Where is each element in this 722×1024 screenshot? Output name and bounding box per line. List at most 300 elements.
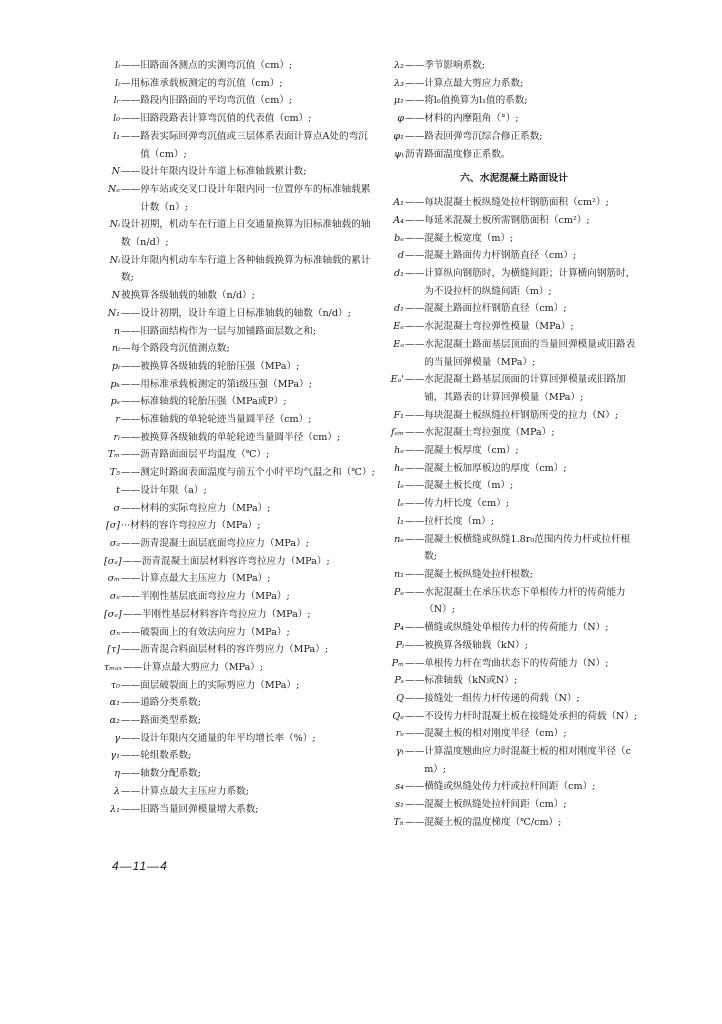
symbol-entry xyxy=(104,535,376,553)
symbol-entry xyxy=(104,163,376,181)
dash-separator: —— xyxy=(121,537,141,549)
symbol-description: 轮组数系数; xyxy=(140,750,192,762)
symbol: n xyxy=(113,325,120,337)
dash-separator: —— xyxy=(405,445,425,457)
symbol-entry xyxy=(104,747,376,765)
symbol-description: 横缝或纵缝处单根传力杆的传荷能力（N）; xyxy=(424,622,609,634)
dash-separator: —— xyxy=(121,113,141,125)
symbol-entry xyxy=(388,566,640,584)
symbol: s₁ xyxy=(395,799,404,811)
dash-separator: —— xyxy=(121,467,141,479)
symbol: σ xyxy=(113,502,120,514)
symbol-description: 设计年限（a）; xyxy=(140,484,207,496)
dash-separator: —— xyxy=(121,644,141,656)
dash-separator: —— xyxy=(405,675,425,687)
symbol-description: 被换算各级轴载的轮胎压强（MPa）; xyxy=(140,360,300,372)
symbol: Pₛ xyxy=(394,675,404,687)
dash-separator: —— xyxy=(405,728,425,740)
symbol-description: 沥青路面面层平均温度（℃）; xyxy=(140,449,270,461)
symbol: Nᵢ xyxy=(109,219,120,231)
symbol: Eₒ' xyxy=(390,374,404,386)
symbol: Nᵢ xyxy=(109,254,120,266)
symbol-description: 路表回弹弯沉综合修正系数; xyxy=(424,130,543,142)
symbol-entry xyxy=(104,429,376,447)
right-column-bottom xyxy=(388,194,640,831)
symbol: α₁ xyxy=(109,697,120,709)
symbol-description: 测定时路面表面温度与前五个小时平均气温之和（℃）; xyxy=(140,467,375,479)
symbol-description: 每延米混凝土板所需钢筋面积（cm²）; xyxy=(424,214,590,226)
dash-separator: —— xyxy=(121,166,141,178)
symbol-entry xyxy=(104,305,376,323)
symbol: Eₑ xyxy=(393,321,404,333)
symbol-entry xyxy=(388,230,640,248)
symbol-description: 标准轴载的轮胎压强（MPa或P）; xyxy=(140,396,287,408)
dash-separator: —— xyxy=(121,484,141,496)
dash-separator: —— xyxy=(405,568,425,580)
symbol-description: 设计年限内设计车道上标准轴载累计数; xyxy=(140,166,307,178)
symbol-description: 沥青路面温度修正系数。 xyxy=(405,148,511,160)
symbol-description: 混凝土板的温度梯度（℃/cm）; xyxy=(424,816,562,828)
symbol-entry xyxy=(104,92,376,110)
symbol-description: 材料的内摩阻角（°）; xyxy=(424,113,519,125)
symbol: λ₂ xyxy=(394,60,404,71)
dash-separator: —— xyxy=(121,60,141,71)
symbol-entry xyxy=(388,460,640,478)
symbol: T₅ xyxy=(109,467,120,479)
symbol: [τ] xyxy=(107,644,120,656)
symbol: [σₐ] xyxy=(104,555,122,567)
symbol-entry xyxy=(104,500,376,518)
symbol-description: 混凝土路面拉杆钢筋直径（cm）; xyxy=(424,303,567,315)
symbol-description: 混凝土路面传力杆钢筋直径（cm）; xyxy=(424,250,577,262)
dash-separator: —— xyxy=(405,746,425,758)
symbol-entry xyxy=(388,57,640,75)
symbol-description: 混凝土板加厚板边的厚度（cm）; xyxy=(424,462,567,474)
symbol-description: 混凝土板的相对刚度半径（cm）; xyxy=(424,728,567,740)
dash-separator: —— xyxy=(405,692,425,704)
dash-separator: —— xyxy=(405,197,425,209)
symbol: l₀ xyxy=(113,113,120,125)
symbol-description: 设计年限内机动车车行道上各种轴载换算为标准轴载的累计数; xyxy=(121,254,371,284)
symbol-description: 水泥混凝土在承压状态下单根传力杆的传荷能力（N）; xyxy=(424,586,626,616)
dash-separator: —— xyxy=(121,697,141,709)
dash-separator: —— xyxy=(123,661,143,673)
symbol-description: 道路分类系数; xyxy=(140,697,201,709)
symbol-entry xyxy=(388,725,640,743)
symbol-description: 接缝处一组传力杆传递的荷载（N）; xyxy=(424,692,580,704)
dash-separator: —— xyxy=(405,781,425,793)
symbol-entry xyxy=(388,194,640,212)
symbol: lₑ xyxy=(397,480,404,492)
symbol: σₑ xyxy=(109,591,120,603)
symbol: α₂ xyxy=(109,715,120,727)
dash-separator: —— xyxy=(405,321,425,333)
symbol: hₑ xyxy=(394,445,404,457)
symbol: n₁ xyxy=(393,568,404,580)
dash-separator: —— xyxy=(121,803,141,815)
symbol-description: 拉杆长度（m）; xyxy=(424,515,495,527)
symbol: λ₁ xyxy=(110,803,120,815)
symbol-description: 计算点最大剪应力系数; xyxy=(424,77,524,89)
dash-separator: —— xyxy=(405,498,425,510)
symbol-description: 不设传力杆时混凝土板在接缝处承担的荷载（N）; xyxy=(424,710,638,722)
symbol-description: 停车站或交叉口设计年限内同一位置停车的标准轴载累计数（n）; xyxy=(140,183,371,213)
symbol-description: 混凝土板宽度（m）; xyxy=(424,232,514,244)
symbol: F₁ xyxy=(393,409,404,421)
symbol: A₄ xyxy=(393,214,404,226)
symbol: bₑ xyxy=(394,232,404,244)
symbol-entry xyxy=(104,287,376,305)
symbol-entry xyxy=(388,110,640,128)
dash-separator: —— xyxy=(405,622,425,634)
symbol-entry xyxy=(104,57,376,75)
symbol-entry xyxy=(104,801,376,819)
symbol-entry xyxy=(104,358,376,376)
symbol-description: 季节影响系数; xyxy=(424,60,485,71)
symbol-entry xyxy=(104,376,376,394)
symbol-entry xyxy=(104,446,376,464)
dash-separator: —— xyxy=(405,130,425,142)
symbol-entry xyxy=(388,619,640,637)
symbol-description: 旧路面各测点的实测弯沉值（cm）; xyxy=(140,60,293,71)
dash-separator: —— xyxy=(405,232,425,244)
symbol: τₘₐₓ xyxy=(104,661,123,673)
symbol-entry xyxy=(104,588,376,606)
symbol: σₘ xyxy=(107,573,120,585)
symbol-entry xyxy=(104,517,376,535)
symbol-description: 面层破裂面上的实际剪应力（MPa）; xyxy=(140,679,300,691)
dash-separator: —— xyxy=(405,250,425,262)
symbol: nᵢ xyxy=(111,343,120,355)
dash-separator: —— xyxy=(121,449,141,461)
symbol-description: 计算点最大剪应力（MPa）; xyxy=(142,661,264,673)
symbol: t xyxy=(116,484,120,496)
symbol-entry xyxy=(388,513,640,531)
symbol: Nₑ xyxy=(107,183,120,195)
symbol: Pₘ xyxy=(391,657,404,669)
symbol: r xyxy=(115,414,120,426)
symbol-entry xyxy=(388,300,640,318)
dash-separator: —— xyxy=(405,409,425,421)
symbol-description: 水泥混凝土弯拉强度（MPa）; xyxy=(424,427,555,439)
symbol: Tₕ xyxy=(393,816,404,828)
symbol-description: 横缝或纵缝处传力杆或拉杆间距（cm）; xyxy=(424,781,596,793)
symbol: τ₀ xyxy=(110,679,120,691)
symbol-entry xyxy=(104,694,376,712)
symbol-entry xyxy=(104,393,376,411)
symbol-entry xyxy=(104,128,376,163)
symbol-description: 将l₀值换算为l₁值的系数; xyxy=(424,95,528,107)
dash-separator: —— xyxy=(121,768,141,780)
symbol-description: 材料的实际弯拉应力（MPa）; xyxy=(140,502,271,514)
dash-separator: —— xyxy=(405,639,425,651)
dash-separator: —— xyxy=(121,378,141,390)
symbol-description: 被换算各级轴载的单轮轮迹当量圆半径（cm）; xyxy=(140,431,341,443)
dash-separator: —— xyxy=(121,130,141,142)
dash-separator: —— xyxy=(405,462,425,474)
dash-separator: — xyxy=(121,343,131,355)
symbol-description: 计算温度翘曲应力时混凝土板的相对刚度半径（cm）; xyxy=(424,746,632,775)
symbol: Qₑ xyxy=(392,710,404,722)
symbol: λ₃ xyxy=(394,77,404,89)
dash-separator: —— xyxy=(121,715,141,727)
symbol-description: 混凝土板厚度（cm）; xyxy=(424,445,519,457)
dash-separator: —— xyxy=(405,816,425,828)
symbol: γ₁ xyxy=(110,750,120,762)
dash-separator: —— xyxy=(121,431,141,443)
dash-separator: —— xyxy=(121,307,141,319)
section-heading: 六、水泥混凝土路面设计 xyxy=(460,173,568,185)
symbol: pₛ xyxy=(110,396,120,408)
symbol-entry xyxy=(388,247,640,265)
symbol-entry xyxy=(104,340,376,358)
symbol-entry xyxy=(104,677,376,695)
symbol: rₑ xyxy=(395,728,404,740)
symbol-entry xyxy=(104,606,376,624)
symbol-entry xyxy=(388,336,640,371)
dash-separator: —— xyxy=(121,414,141,426)
symbol-description: 计算点最大主压应力（MPa）; xyxy=(140,573,271,585)
symbol-entry xyxy=(388,531,640,566)
symbol-description: 混凝土板纵缝处拉杆间距（cm）; xyxy=(424,799,567,811)
symbol-entry xyxy=(388,814,640,832)
symbol-entry xyxy=(104,730,376,748)
symbol-description: 半刚性基层底面弯拉应力（MPa）; xyxy=(140,591,290,603)
symbol: ψₜ xyxy=(394,148,404,160)
symbol: Tₘ xyxy=(107,449,120,461)
symbol-entry xyxy=(104,252,376,287)
dash-separator: —— xyxy=(405,95,425,107)
symbol-description: 每块混凝土板纵缝处拉杆钢筋面积（cm²）; xyxy=(424,197,609,209)
symbol-entry xyxy=(388,495,640,513)
dash-separator: —— xyxy=(121,626,141,638)
symbol: σₙ xyxy=(109,626,120,638)
symbol-entry xyxy=(388,672,640,690)
dash-separator: —— xyxy=(405,515,425,527)
dash-separator: —— xyxy=(405,60,425,71)
dash-separator: —— xyxy=(121,785,141,797)
symbol: λ xyxy=(113,785,120,797)
dash-separator: —— xyxy=(405,214,425,226)
symbol-entry xyxy=(388,75,640,93)
symbol-entry xyxy=(388,584,640,619)
dash-separator: —— xyxy=(405,710,425,722)
symbol-description: 材料的容许弯拉应力（MPa）; xyxy=(130,520,261,532)
dash-separator: —— xyxy=(405,338,425,350)
symbol-description: 设计年限内交通量的年平均增长率（%）; xyxy=(140,732,316,744)
dash-separator: —— xyxy=(121,360,141,372)
symbol-entry xyxy=(388,637,640,655)
symbol: hₑ xyxy=(394,462,404,474)
symbol: N xyxy=(111,166,120,178)
symbol: Q xyxy=(396,692,404,704)
symbol-description: 混凝土板长度（m）; xyxy=(424,480,514,492)
symbol-description: 被换算各级轴载的轴数（n/d）; xyxy=(121,290,255,302)
symbol: Eₒ xyxy=(393,338,404,350)
symbol-description: 路表实际回弹弯沉值或三层体系表面计算点A处的弯沉值（cm）; xyxy=(140,130,368,160)
dash-separator: —— xyxy=(405,113,425,125)
symbol-description: 水泥混凝土路基层顶面的计算回弹模量或旧路加铺，其路表的计算回弹模量（MPa）; xyxy=(424,374,626,403)
symbol-entry xyxy=(104,712,376,730)
symbol: η xyxy=(114,768,120,780)
dash-separator: —— xyxy=(405,480,425,492)
dash-separator: —— xyxy=(405,657,425,669)
symbol: γ xyxy=(114,732,120,744)
dash-separator: —— xyxy=(405,77,425,89)
symbol: μ₁ xyxy=(393,95,404,107)
symbol: d xyxy=(397,250,404,262)
symbol-entry xyxy=(388,796,640,814)
symbol: lᵣ xyxy=(113,95,120,107)
symbol: d₁ xyxy=(394,268,404,280)
symbol-entry xyxy=(104,765,376,783)
symbol-entry xyxy=(388,318,640,336)
symbol: N₁ xyxy=(107,307,120,319)
symbol-entry xyxy=(388,371,640,406)
symbol: pₖ xyxy=(110,378,120,390)
symbol-entry xyxy=(104,624,376,642)
symbol: Pₑ xyxy=(393,586,404,598)
left-column xyxy=(104,57,376,818)
symbol-entry xyxy=(388,407,640,425)
symbol-entry xyxy=(104,75,376,93)
symbol-description: 沥青混合料面层材料的容许剪应力（MPa）; xyxy=(140,644,329,656)
dash-separator: —— xyxy=(121,591,141,603)
symbol-description: 被换算各级轴载（kN）; xyxy=(424,639,528,651)
symbol-description: 路面类型系数; xyxy=(140,715,201,727)
symbol-entry xyxy=(104,110,376,128)
symbol-entry xyxy=(104,482,376,500)
dash-separator: —— xyxy=(121,502,141,514)
symbol-entry xyxy=(388,477,640,495)
symbol: fₑₘ xyxy=(390,427,404,439)
symbol-description: 半刚性基层材料容许弯拉应力（MPa）; xyxy=(141,608,311,620)
symbol-description: 沥青混凝土面层底面弯拉应力（MPa）; xyxy=(140,537,309,549)
symbol-entry xyxy=(388,708,640,726)
symbol-description: 用标准承载板测定的第i级压强（MPa）; xyxy=(140,378,312,390)
symbol-entry xyxy=(388,778,640,796)
symbol: l₁ xyxy=(113,130,120,142)
symbol-description: 每块混凝土板纵缝拉杆钢筋所受的拉力（N）; xyxy=(424,409,619,421)
dash-separator: — xyxy=(121,77,131,89)
symbol: lᵢ xyxy=(115,77,120,89)
symbol-description: 混凝土板纵缝处拉杆根数; xyxy=(424,568,533,580)
symbol-entry xyxy=(104,570,376,588)
symbol-entry xyxy=(388,146,640,164)
symbol-entry xyxy=(388,442,640,460)
symbol-entry xyxy=(104,464,376,482)
symbol: N xyxy=(111,290,120,302)
symbol-description: 标准轴载（kN或N）; xyxy=(424,675,518,687)
dash-separator: —— xyxy=(405,533,425,545)
symbol: [σₑ] xyxy=(104,608,122,620)
symbol: d₁ xyxy=(394,303,404,315)
symbol: φ xyxy=(397,113,404,125)
dash-separator: ··· xyxy=(121,520,131,532)
dash-separator: —— xyxy=(405,268,425,280)
right-column xyxy=(388,57,640,832)
symbol-description: 混凝土板横缝或纵缝1.8r₀范围内传力杆或拉杆根数; xyxy=(424,533,631,563)
symbol-description: 用标准承载板测定的弯沉值（cm）; xyxy=(130,77,283,89)
dash-separator: —— xyxy=(121,183,141,195)
symbol-entry xyxy=(104,216,376,251)
symbol: A₁ xyxy=(393,197,404,209)
dash-separator: —— xyxy=(121,679,141,691)
symbol-description: 计算纵向钢筋时，为横缝间距；计算横向钢筋时，为不设拉杆的纵缝间距（m）; xyxy=(424,268,636,297)
dash-separator: —— xyxy=(405,374,425,386)
dash-separator: —— xyxy=(405,586,425,598)
dash-separator: —— xyxy=(405,427,425,439)
dash-separator: —— xyxy=(121,750,141,762)
symbol-entry xyxy=(104,783,376,801)
symbol-description: 传力杆长度（cm）; xyxy=(424,498,510,510)
dash-separator: —— xyxy=(121,573,141,585)
symbol-entry xyxy=(104,181,376,216)
dash-separator: —— xyxy=(121,396,141,408)
dash-separator: —— xyxy=(121,325,141,337)
symbol-entry xyxy=(388,128,640,146)
symbol-description: 水泥混凝土弯拉弹性模量（MPa）; xyxy=(424,321,574,333)
symbol-entry xyxy=(388,424,640,442)
symbol-description: 水泥混凝土路面基层顶面的当量回弹模量或旧路表的当量回弹模量（MPa）; xyxy=(424,338,636,368)
symbol-entry xyxy=(388,265,640,300)
symbol-entry xyxy=(388,690,640,708)
dash-separator: —— xyxy=(121,95,141,107)
symbol-description: 每个路段弯沉值测点数; xyxy=(130,343,230,355)
page-number: 4—11—4 xyxy=(112,859,168,873)
symbol: Pᵢ xyxy=(395,639,404,651)
symbol-description: 标准轴载的单轮轮迹当量圆半径（cm）; xyxy=(140,414,312,426)
symbol: rᵢ xyxy=(113,431,120,443)
symbol-description: 旧路当量回弹模量增大系数; xyxy=(140,803,259,815)
symbol-description: 沥青混凝土面层材料容许弯拉应力（MPa）; xyxy=(141,555,330,567)
symbol-description: 路段内旧路面的平均弯沉值（cm）; xyxy=(140,95,293,107)
symbol: φ₁ xyxy=(393,130,404,142)
symbol: γₜ xyxy=(395,746,404,758)
symbol: σₐ xyxy=(109,537,120,549)
symbol: P₄ xyxy=(393,622,404,634)
symbol-description: 设计初期，设计车道上日标准轴载的轴数（n/d）; xyxy=(140,307,351,319)
symbol-entry xyxy=(104,553,376,571)
symbol: lᵢ xyxy=(115,60,120,71)
symbol-entry xyxy=(104,411,376,429)
symbol: lₑ xyxy=(397,498,404,510)
symbol-description: 轴数分配系数; xyxy=(140,768,201,780)
symbol-entry xyxy=(388,655,640,673)
symbol: [σ] xyxy=(105,520,120,532)
symbol-entry xyxy=(104,641,376,659)
dash-separator: —— xyxy=(121,732,141,744)
symbol: pᵢ xyxy=(111,360,120,372)
symbol-description: 设计初期，机动车在行道上日交通量换算为旧标准轴载的轴数（n/d）; xyxy=(121,219,371,249)
symbol-entry xyxy=(388,212,640,230)
dash-separator: —— xyxy=(405,799,425,811)
right-column-top xyxy=(388,57,640,163)
symbol: l₁ xyxy=(397,515,404,527)
symbol-description: 单根传力杆在弯曲状态下的传荷能力（N）; xyxy=(424,657,609,669)
dash-separator: —— xyxy=(405,303,425,315)
symbol-entry xyxy=(388,92,640,110)
dash-separator: —— xyxy=(122,608,142,620)
symbol-entry xyxy=(104,323,376,341)
symbol-description: 计算点最大主压应力系数; xyxy=(140,785,249,797)
symbol-entry xyxy=(104,659,376,677)
symbol-description: 旧路段路表计算弯沉值的代表值（cm）; xyxy=(140,113,312,125)
symbol-description: 旧路面结构作为一层与加铺路面层数之和; xyxy=(140,325,317,337)
dash-separator: —— xyxy=(122,555,142,567)
symbol: nₑ xyxy=(394,533,404,545)
symbol: s₄ xyxy=(395,781,404,793)
